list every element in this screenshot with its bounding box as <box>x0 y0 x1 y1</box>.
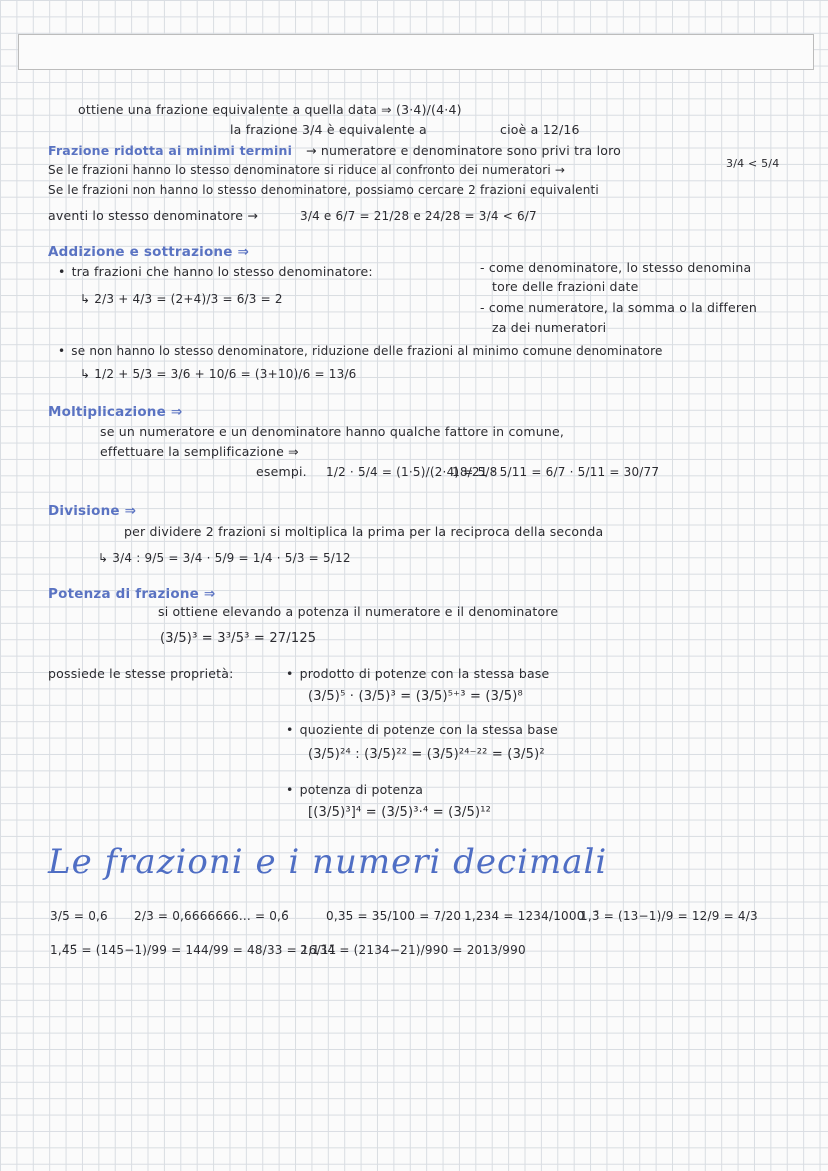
decimal-example-3: 0,35 = 35/100 = 7/20 <box>326 909 462 923</box>
proprieta-label: possiede le stesse proprietà: <box>48 666 234 681</box>
addizione-rule-1: - come denominatore, lo stesso denomina <box>480 260 752 275</box>
line-1: ottiene una frazione equivalente a quella data ⇒ (3·4)/(4·4) <box>78 102 462 117</box>
decimal-example-2: 2/3 = 0,6666666... = 0,6̄ <box>134 909 289 923</box>
heading-minimi-termini: Frazione ridotta ai minimi termini <box>48 143 293 158</box>
heading-divisione: Divisione ⇒ <box>48 503 137 519</box>
potenza-text-1: si ottiene elevando a potenza il numeratore e il denominatore <box>158 604 559 619</box>
addizione-rule-2: tore delle frazioni date <box>492 279 639 294</box>
line-6: aventi lo stesso denominatore → <box>48 208 259 223</box>
line-3-rest: → numeratore e denominatore sono privi tra loro <box>306 143 622 158</box>
moltiplicazione-example-2: 18/21 · 5/11 = 6/7 · 5/11 = 30/77 <box>452 465 660 479</box>
divisione-example: ↳ 3/4 : 9/5 = 3/4 · 5/9 = 1/4 · 5/3 = 5/12 <box>98 551 351 565</box>
decimal-example-1: 3/5 = 0,6 <box>50 909 108 923</box>
proprieta-2-example: (3/5)²⁴ : (3/5)²² = (3/5)²⁴⁻²² = (3/5)² <box>308 747 545 762</box>
esempi-label: esempi. <box>256 464 307 479</box>
proprieta-3-example: [(3/5)³]⁴ = (3/5)³·⁴ = (3/5)¹² <box>308 805 492 820</box>
decimal-example-5: 1,3̄ = (13−1)/9 = 12/9 = 4/3 <box>580 909 758 923</box>
line-6-example: 3/4 e 6/7 = 21/28 e 24/28 = 3/4 < 6/7 <box>300 209 537 223</box>
divisione-text-1: per dividere 2 frazioni si moltiplica la prima per la reciproca della seconda <box>124 524 604 539</box>
line-4: Se le frazioni hanno lo stesso denominatore si riduce al confronto dei numeratori → <box>48 163 566 177</box>
line-4-example: 3/4 < 5/4 <box>726 157 780 170</box>
decimal-example-6: 1,4̄5̄ = (145−1)/99 = 144/99 = 48/33 = 16/11 <box>50 943 337 957</box>
potenza-example: (3/5)³ = 3³/5³ = 27/125 <box>160 631 317 646</box>
decimal-example-7: 2,13̄4̄ = (2134−21)/990 = 2013/990 <box>300 943 526 957</box>
addizione-example-1: ↳ 2/3 + 4/3 = (2+4)/3 = 6/3 = 2 <box>80 292 283 306</box>
line-5: Se le frazioni non hanno lo stesso denominatore, possiamo cercare 2 frazioni equivalenti <box>48 183 599 197</box>
moltiplicazione-example-1: 1/2 · 5/4 = (1·5)/(2·4) = 5/8 <box>326 465 498 479</box>
addizione-bullet-2: • se non hanno lo stesso denominatore, riduzione delle frazioni al minimo comune denominatore <box>58 345 663 357</box>
addizione-example-2: ↳ 1/2 + 5/3 = 3/6 + 10/6 = (3+10)/6 = 13/6 <box>80 367 357 381</box>
header-box <box>18 34 814 70</box>
proprieta-1: • prodotto di potenze con la stessa base <box>286 668 549 681</box>
proprieta-2: • quoziente di potenze con la stessa base <box>286 724 558 737</box>
moltiplicazione-text-2: effettuare la semplificazione ⇒ <box>100 444 299 459</box>
line-2b: cioè a 12/16 <box>500 122 580 137</box>
heading-potenza: Potenza di frazione ⇒ <box>48 586 216 602</box>
line-2a: la frazione 3/4 è equivalente a <box>230 122 427 137</box>
heading-addizione: Addizione e sottrazione ⇒ <box>48 244 250 260</box>
addizione-rule-3: - come numeratore, la somma o la differen <box>480 300 757 315</box>
proprieta-1-example: (3/5)⁵ · (3/5)³ = (3/5)⁵⁺³ = (3/5)⁸ <box>308 689 523 704</box>
heading-moltiplicazione: Moltiplicazione ⇒ <box>48 404 183 420</box>
moltiplicazione-text-1: se un numeratore e un denominatore hanno qualche fattore in comune, <box>100 424 565 439</box>
addizione-rule-4: za dei numeratori <box>492 320 607 335</box>
proprieta-3: • potenza di potenza <box>286 784 423 797</box>
decimal-example-4: 1,234 = 1234/1000 <box>464 909 585 923</box>
addizione-bullet-1: • tra frazioni che hanno lo stesso denominatore: <box>58 266 373 279</box>
heading-frazioni-decimali: Le frazioni e i numeri decimali <box>48 842 608 882</box>
